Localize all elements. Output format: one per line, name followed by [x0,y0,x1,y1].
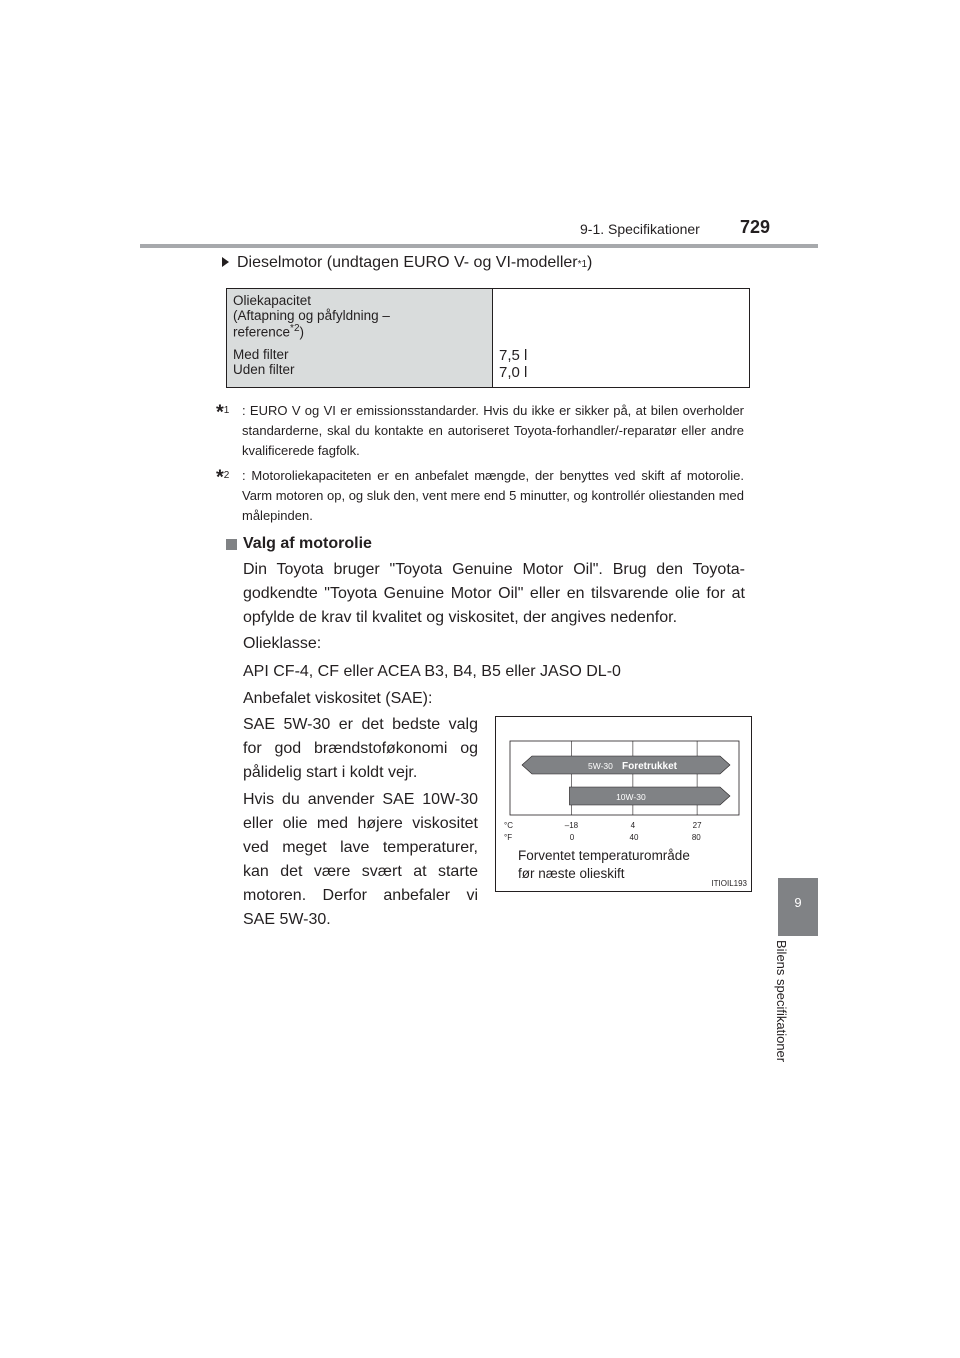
table-header-close: ) [299,324,304,340]
footnote-2-star: * [216,466,224,489]
footnote-1 [216,401,744,461]
viskositet-label: Anbefalet viskositet (SAE): [243,690,433,707]
oil-capacity-table [226,288,750,388]
celsius-tick-2: 27 [692,821,702,830]
chapter-label-text: Bilens specifikationer [774,940,789,1063]
section-heading [226,535,372,553]
chapter-number: 9 [794,895,802,910]
chart-caption [518,847,690,883]
table-header-value-cell [493,289,750,344]
unit-celsius-label: °C [504,821,513,830]
celsius-tick-1: 4 [630,821,636,830]
oil-paragraph: Din Toyota bruger "Toyota Genuine Motor Oil". Brug den Toyota-godkendte "Toyota Genuine Motor Oil" eller en tilsvarende olie for at opfylde de krav til kvalitet og viskositet, der angives nedenfor. [243,561,745,626]
section-label: 9-1. Specifikationer [580,221,700,237]
diesel-heading-text: Dieselmotor (undtagen EURO V- og VI-modeller [237,254,578,271]
table-header-cell [227,289,493,344]
row-label-uden-filter: Uden filter [233,362,295,377]
viscosity-chart-svg [496,717,751,847]
footnote-2-mark [216,466,229,489]
row-value-uden-filter: 7,0 l [499,364,528,381]
footnote-1-num: 1 [223,405,230,416]
chapter-label [774,940,805,1110]
footnote-1-star: * [216,401,224,424]
fahrenheit-tick-0: 0 [569,833,575,842]
triangle-bullet-icon [222,257,229,267]
square-bullet-icon [226,539,237,550]
footnote-2-text: : Motoroliekapaciteten er en anbefalet mængde, der benyttes ved skift af motorolie. Varm motoren op, og sluk den, vent mere end 5 minutter, og kontrollér oliestanden med målepinden. [242,468,744,523]
chart-caption-line2: før næste olieskift [518,866,625,881]
footnote-ref-1: *1 [577,259,588,270]
diesel-heading-close: ) [587,254,593,271]
viscosity-chart [495,716,752,892]
table-header-line1: Oliekapacitet [233,293,312,308]
olieklasse-label: Olieklasse: [243,635,322,652]
series-10w30-bar [569,787,730,805]
table-header-ref: reference [233,324,291,340]
table-header-line3 [233,323,486,340]
header-divider [140,244,818,248]
section-title: Valg af motorolie [243,535,372,552]
table-value-cell [493,343,750,388]
series-10w30-label: 10W-30 [616,792,646,802]
footnote-1-text: : EURO V og VI er emissionsstandarder. Hvis du ikke er sikker på, at bilen overholder standarderne, skal du kontakte en autoriseret Toyota-forhandler/-reparatør eller andre kvalificerede fagfolk. [242,403,744,458]
table-header-line2: (Aftapning og påfyldning – [233,308,390,323]
footnote-ref-2: *2 [290,323,300,334]
celsius-tick-0: –18 [564,821,579,830]
series-5w30-label: 5W-30 [588,761,613,771]
diesel-heading [222,254,592,272]
footnote-2-num: 2 [223,470,230,481]
sae-warning: Hvis du anvender SAE 10W-30 eller olie med højere viskositet ved meget lave temperaturer, kan det være svært at starte motoren. Derfor anbefaler vi SAE 5W-30. [243,791,478,928]
footnote-2 [216,466,744,526]
unit-fahrenheit-label: °F [504,833,513,842]
table-label-cell [227,343,493,388]
series-5w30-note: Foretrukket [622,761,678,772]
row-label-med-filter: Med filter [233,347,289,362]
chart-caption-line1: Forventet temperaturområde [518,848,690,863]
fahrenheit-tick-2: 80 [691,833,701,842]
row-value-med-filter: 7,5 l [499,347,528,364]
olieklasse-value: API CF-4, CF eller ACEA B3, B4, B5 eller JASO DL-0 [243,663,621,680]
footnote-1-mark [216,401,229,424]
figure-id: ITIOIL193 [711,879,747,888]
fahrenheit-tick-1: 40 [629,833,639,842]
page-number: 729 [740,217,771,237]
sae-recommendation: SAE 5W-30 er det bedste valg for god brændstoføkonomi og pålidelig start i koldt vejr. [243,716,478,781]
